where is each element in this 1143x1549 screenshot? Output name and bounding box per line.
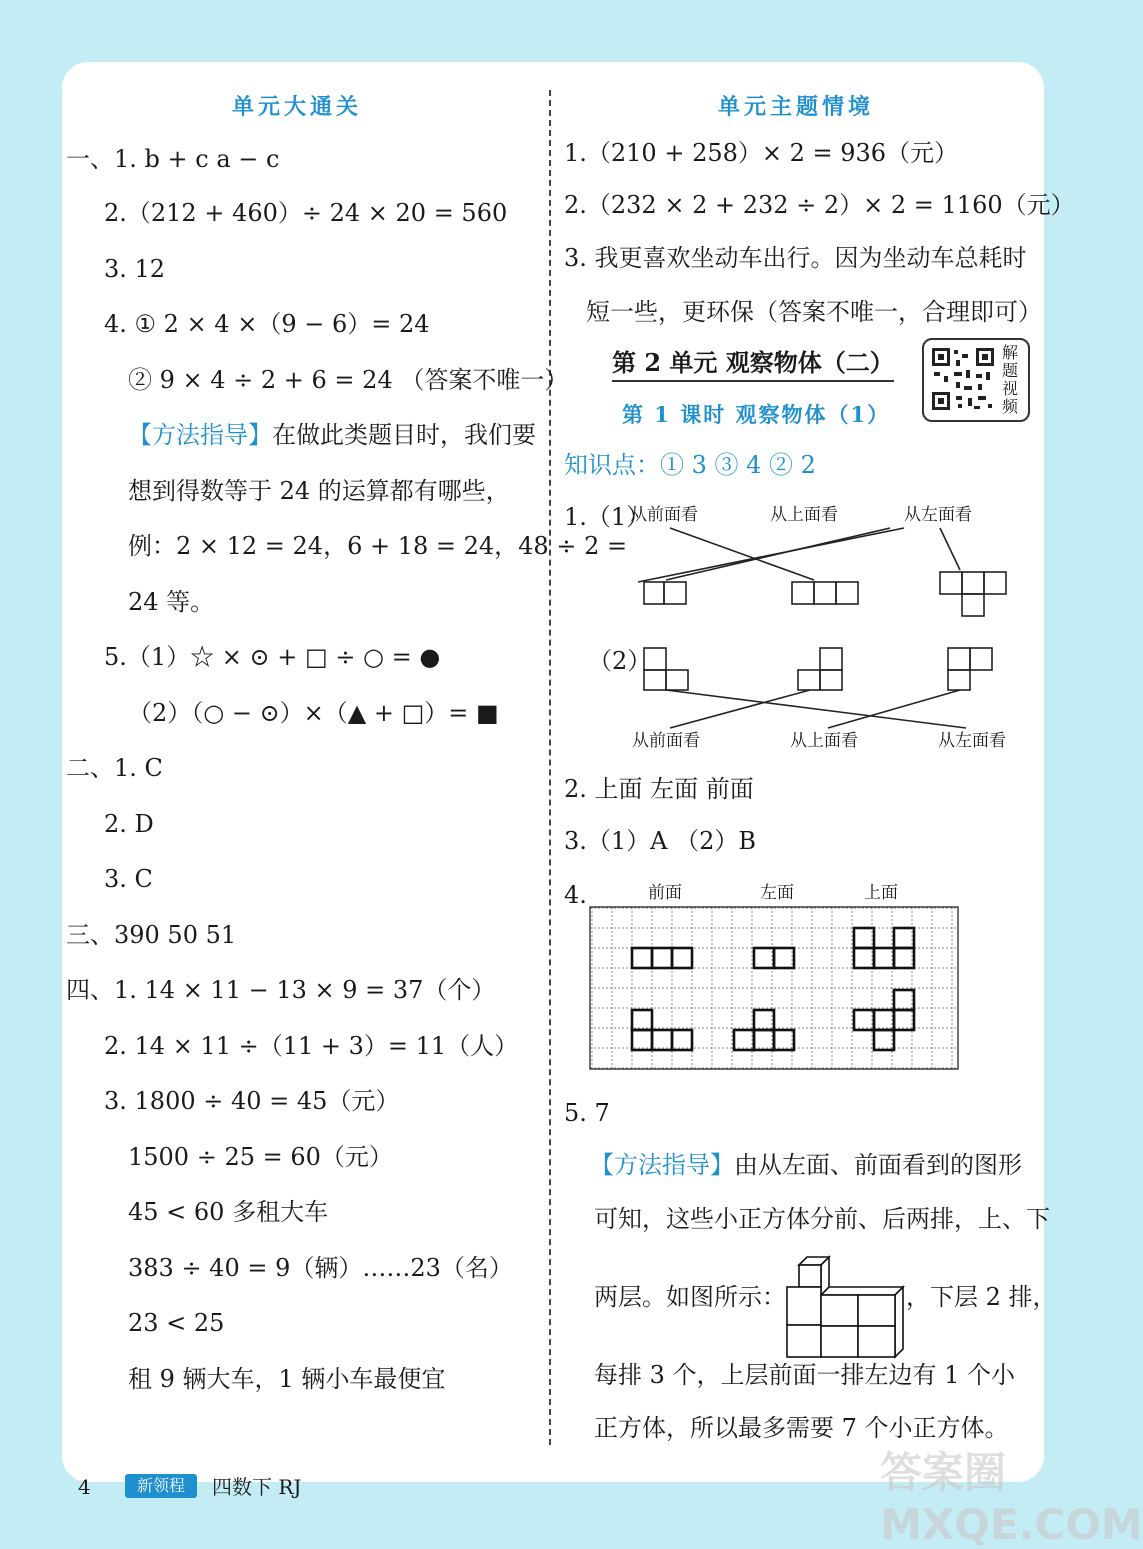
- answer-line: 1.（210 + 258）× 2 = 936（元）: [564, 139, 959, 167]
- qr-label: 解题视频: [1002, 343, 1019, 416]
- answer-line: 一、1. b + c a − c: [66, 145, 280, 173]
- grid-label-top: 上面: [864, 883, 898, 903]
- q4-grid-figure: [590, 907, 958, 1069]
- book-subject: 四数下 RJ: [212, 1475, 302, 1499]
- answer-line: 3. 12: [104, 255, 166, 283]
- method-guide-line: 可知，这些小正方体分前、后两排，上、下: [594, 1205, 1050, 1233]
- answer-line: （2）（○ − ⊙）×（▲ + □）= ■: [128, 699, 499, 727]
- left-section-title: 单元大通关: [232, 94, 363, 120]
- grid-label-front: 前面: [648, 883, 682, 903]
- answer-line: 23 < 25: [128, 1309, 225, 1337]
- method-guide-line: 两层。如图所示：: [594, 1283, 786, 1311]
- answer-line: 2.（232 × 2 + 232 ÷ 2）× 2 = 1160（元）: [564, 191, 1075, 219]
- q1-part2-label: （2）: [588, 647, 652, 675]
- qr-code-icon: [930, 346, 996, 412]
- answer-line: 三、390 50 51: [66, 921, 237, 949]
- answer-line: 3.（1）A （2）B: [564, 827, 757, 855]
- grid-label-left: 左面: [760, 883, 794, 903]
- answer-line: 二、1. C: [66, 754, 163, 782]
- view-label-front: 从前面看: [630, 505, 698, 525]
- method-guide-line: [128, 420, 536, 450]
- method-guide-tag: 【方法指导】: [590, 1151, 734, 1179]
- unit-title: 第 2 单元 观察物体（二）: [612, 348, 894, 382]
- method-guide-line: [590, 1150, 1022, 1180]
- cube-stack-figure: [785, 1255, 907, 1361]
- answer-line: 短一些，更环保（答案不唯一，合理即可）: [586, 298, 1042, 326]
- answer-line: 5. 7: [564, 1099, 610, 1127]
- answer-line: 24 等。: [128, 588, 215, 616]
- lesson-title: 第 1 课时 观察物体（1）: [622, 402, 891, 427]
- answer-line: 2. D: [104, 810, 154, 838]
- answer-line: 2. 上面 左面 前面: [564, 775, 754, 803]
- answer-line: 想到得数等于 24 的运算都有哪些，: [128, 477, 510, 505]
- column-divider: [549, 90, 551, 1445]
- method-guide-text: 由从左面、前面看到的图形: [734, 1151, 1022, 1179]
- answer-line: 例：2 × 12 = 24，6 + 18 = 24，48 ÷ 2 =: [128, 532, 628, 560]
- answer-line: 5.（1）☆ × ⊙ + □ ÷ ○ = ●: [104, 643, 441, 671]
- answer-line: 1500 ÷ 25 = 60（元）: [128, 1143, 393, 1171]
- brand-badge: 新领程: [125, 1474, 197, 1498]
- video-qr-code[interactable]: [922, 338, 1030, 422]
- view-label-front-2: 从前面看: [632, 731, 700, 751]
- answer-line: 3. C: [104, 865, 153, 893]
- knowledge-points: 知识点：① 3 ③ 4 ② 2: [564, 451, 816, 479]
- method-guide-line: ，下层 2 排，: [906, 1283, 1057, 1311]
- answer-line: 四、1. 14 × 11 − 13 × 9 = 37（个）: [66, 976, 496, 1004]
- right-section-title: 单元主题情境: [718, 94, 875, 120]
- answer-line: ② 9 × 4 ÷ 2 + 6 = 24 （答案不唯一）: [128, 366, 569, 394]
- view-label-top-2: 从上面看: [790, 731, 858, 751]
- answer-line: 383 ÷ 40 = 9（辆）……23（名）: [128, 1254, 513, 1282]
- view-label-left-2: 从左面看: [938, 731, 1006, 751]
- q1-part2-matching-figure: [560, 640, 1030, 740]
- answer-line: 2. 14 × 11 ÷（11 + 3）= 11（人）: [104, 1032, 519, 1060]
- answer-line: 2.（212 + 460）÷ 24 × 20 = 560: [104, 199, 508, 227]
- method-guide-text: 在做此类题目时，我们要: [272, 421, 536, 449]
- q1-part1-label: 1.（1）: [564, 503, 651, 531]
- answer-line: 4. ① 2 × 4 ×（9 − 6）= 24: [104, 310, 430, 338]
- answer-line: 3. 1800 ÷ 40 = 45（元）: [104, 1087, 400, 1115]
- q4-label: 4.: [564, 881, 587, 909]
- answer-line: 3. 我更喜欢坐动车出行。因为坐动车总耗时: [564, 244, 1027, 272]
- method-guide-tag: 【方法指导】: [128, 421, 272, 449]
- answer-line: 45 < 60 多租大车: [128, 1198, 329, 1226]
- q1-part1-matching-figure: [560, 520, 1030, 640]
- answer-line: 租 9 辆大车，1 辆小车最便宜: [128, 1365, 446, 1393]
- view-label-top: 从上面看: [770, 505, 838, 525]
- method-guide-line: 正方体，所以最多需要 7 个小正方体。: [594, 1414, 1009, 1442]
- method-guide-line: 每排 3 个，上层前面一排左边有 1 个小: [594, 1361, 1016, 1389]
- page-number: 4: [78, 1475, 91, 1499]
- view-label-left: 从左面看: [904, 505, 972, 525]
- watermark-logo: 答案圈 MXQE.COM: [880, 1448, 1143, 1549]
